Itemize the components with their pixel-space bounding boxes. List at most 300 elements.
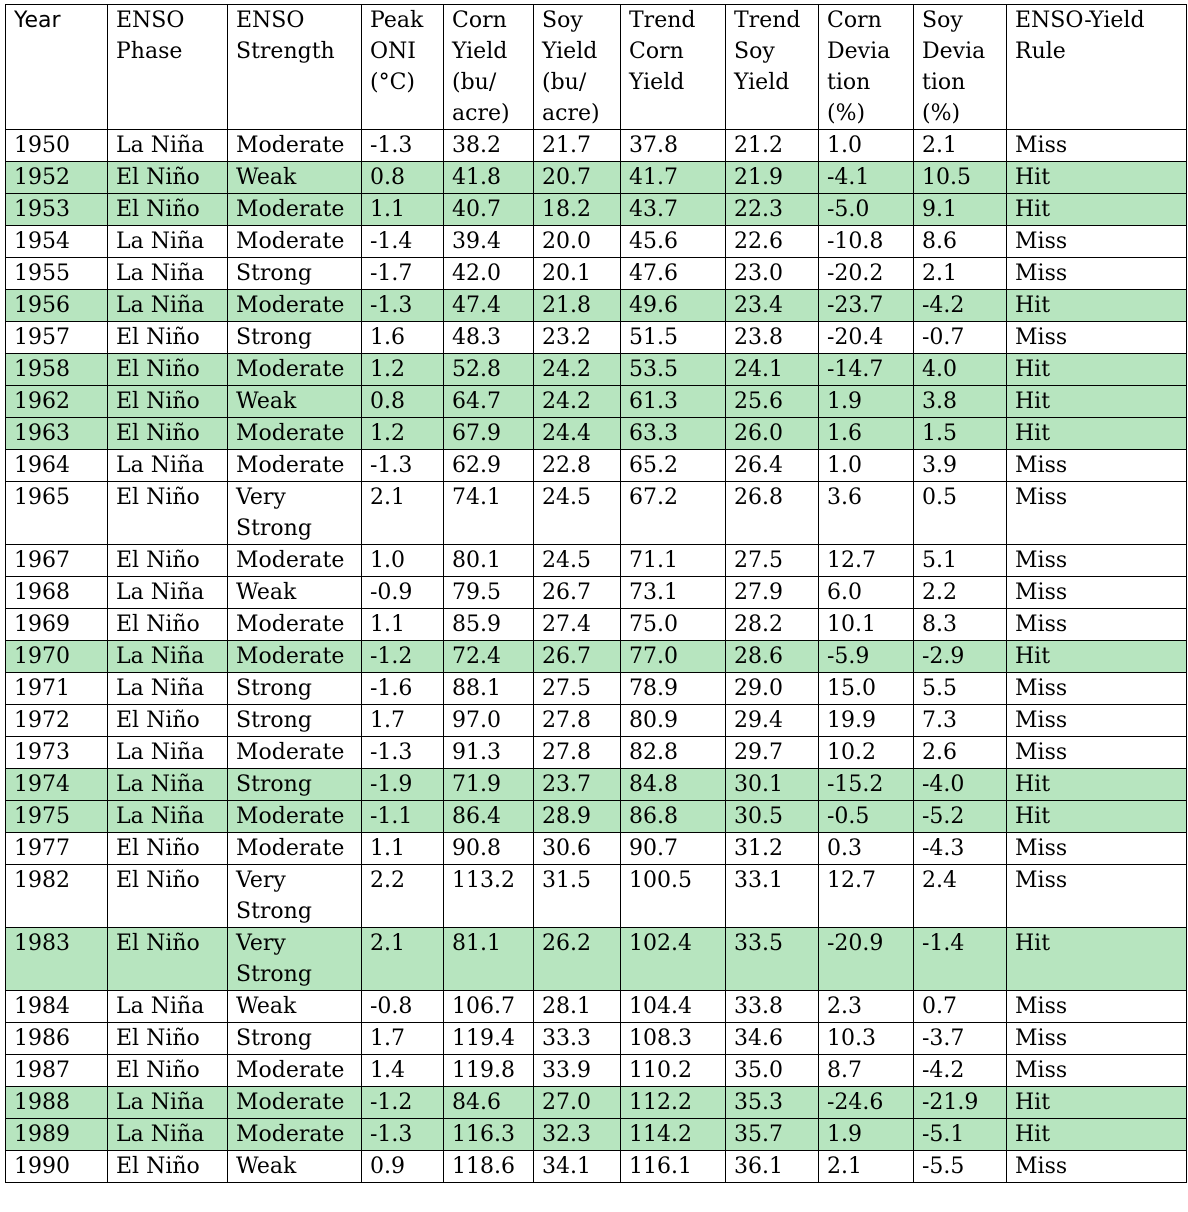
cell-trend-corn: 102.4 xyxy=(621,928,726,991)
column-header-line: Yield xyxy=(734,70,790,95)
column-header-line: Yield xyxy=(542,39,598,64)
cell-soy: 31.5 xyxy=(534,865,621,928)
cell-strength: Weak xyxy=(228,386,362,418)
cell-trend-corn: 65.2 xyxy=(621,450,726,482)
cell-phase: El Niño xyxy=(108,322,228,354)
cell-corn: 42.0 xyxy=(444,258,534,290)
cell-trend-corn: 67.2 xyxy=(621,482,726,545)
cell-corn-dev: -15.2 xyxy=(819,769,914,801)
cell-phase: El Niño xyxy=(108,1023,228,1055)
cell-oni: -0.9 xyxy=(362,577,444,609)
cell-rule: Hit xyxy=(1007,386,1187,418)
cell-oni: -1.3 xyxy=(362,290,444,322)
cell-strength: Moderate xyxy=(228,801,362,833)
cell-soy: 24.2 xyxy=(534,386,621,418)
cell-soy-dev: -1.4 xyxy=(914,928,1007,991)
cell-rule: Miss xyxy=(1007,450,1187,482)
cell-trend-soy: 36.1 xyxy=(726,1151,819,1183)
cell-phase: El Niño xyxy=(108,354,228,386)
column-header-phase xyxy=(108,5,228,130)
cell-rule: Miss xyxy=(1007,991,1187,1023)
cell-corn-dev: 1.9 xyxy=(819,1119,914,1151)
cell-soy-dev: 2.2 xyxy=(914,577,1007,609)
cell-phase: El Niño xyxy=(108,865,228,928)
cell-strength: Moderate xyxy=(228,450,362,482)
column-header-line: Corn xyxy=(629,39,684,64)
cell-oni: 1.2 xyxy=(362,354,444,386)
cell-phase: El Niño xyxy=(108,833,228,865)
cell-soy-dev: -4.3 xyxy=(914,833,1007,865)
cell-trend-soy: 30.1 xyxy=(726,769,819,801)
cell-trend-soy: 21.9 xyxy=(726,162,819,194)
cell-trend-soy: 30.5 xyxy=(726,801,819,833)
table-row xyxy=(6,130,1187,162)
cell-year: 1990 xyxy=(6,1151,108,1183)
table-row xyxy=(6,801,1187,833)
cell-corn-dev: 1.0 xyxy=(819,450,914,482)
cell-oni: 0.8 xyxy=(362,386,444,418)
cell-soy: 30.6 xyxy=(534,833,621,865)
cell-strength: Moderate xyxy=(228,130,362,162)
cell-trend-corn: 104.4 xyxy=(621,991,726,1023)
cell-corn: 40.7 xyxy=(444,194,534,226)
cell-corn-dev: 6.0 xyxy=(819,577,914,609)
table-row xyxy=(6,1023,1187,1055)
table-row xyxy=(6,1119,1187,1151)
cell-strength: Moderate xyxy=(228,290,362,322)
cell-phase: La Niña xyxy=(108,258,228,290)
cell-oni: 2.1 xyxy=(362,482,444,545)
cell-trend-soy: 26.4 xyxy=(726,450,819,482)
cell-oni: -1.3 xyxy=(362,1119,444,1151)
table-row xyxy=(6,609,1187,641)
cell-phase: La Niña xyxy=(108,737,228,769)
cell-oni: -1.1 xyxy=(362,801,444,833)
cell-phase: La Niña xyxy=(108,801,228,833)
cell-soy: 27.5 xyxy=(534,673,621,705)
column-header-year xyxy=(6,5,108,130)
cell-year: 1962 xyxy=(6,386,108,418)
cell-strength: Strong xyxy=(228,258,362,290)
table-row xyxy=(6,450,1187,482)
cell-oni: 1.0 xyxy=(362,545,444,577)
table-row xyxy=(6,162,1187,194)
cell-soy-dev: 5.1 xyxy=(914,545,1007,577)
cell-soy-dev: -4.2 xyxy=(914,290,1007,322)
cell-phase: La Niña xyxy=(108,769,228,801)
cell-trend-soy: 26.0 xyxy=(726,418,819,450)
cell-strength: Strong xyxy=(228,673,362,705)
cell-strength: Moderate xyxy=(228,609,362,641)
cell-strength: Strong xyxy=(228,705,362,737)
cell-trend-corn: 71.1 xyxy=(621,545,726,577)
cell-year: 1987 xyxy=(6,1055,108,1087)
cell-corn-dev: 1.9 xyxy=(819,386,914,418)
cell-soy-dev: 2.1 xyxy=(914,258,1007,290)
cell-phase: La Niña xyxy=(108,290,228,322)
cell-soy: 20.1 xyxy=(534,258,621,290)
cell-corn: 88.1 xyxy=(444,673,534,705)
cell-rule: Hit xyxy=(1007,194,1187,226)
cell-phase: El Niño xyxy=(108,545,228,577)
cell-oni: 0.8 xyxy=(362,162,444,194)
cell-phase: El Niño xyxy=(108,609,228,641)
cell-year: 1955 xyxy=(6,258,108,290)
cell-rule: Hit xyxy=(1007,801,1187,833)
cell-corn-dev: 19.9 xyxy=(819,705,914,737)
cell-oni: -1.2 xyxy=(362,641,444,673)
cell-corn: 47.4 xyxy=(444,290,534,322)
cell-phase: El Niño xyxy=(108,418,228,450)
table-row xyxy=(6,928,1187,991)
column-header-line: Soy xyxy=(922,8,963,33)
cell-soy-dev: 3.8 xyxy=(914,386,1007,418)
cell-corn-dev: -14.7 xyxy=(819,354,914,386)
cell-rule: Hit xyxy=(1007,1119,1187,1151)
column-header-line: Devia xyxy=(922,39,986,64)
cell-phase: La Niña xyxy=(108,1087,228,1119)
enso-yield-table xyxy=(5,4,1187,1183)
cell-soy-dev: -5.2 xyxy=(914,801,1007,833)
cell-trend-corn: 43.7 xyxy=(621,194,726,226)
cell-corn-dev: -5.0 xyxy=(819,194,914,226)
cell-oni: 0.9 xyxy=(362,1151,444,1183)
cell-soy-dev: -21.9 xyxy=(914,1087,1007,1119)
cell-trend-corn: 108.3 xyxy=(621,1023,726,1055)
cell-soy: 34.1 xyxy=(534,1151,621,1183)
cell-corn: 113.2 xyxy=(444,865,534,928)
table-row xyxy=(6,482,1187,545)
cell-year: 1970 xyxy=(6,641,108,673)
cell-soy-dev: 8.3 xyxy=(914,609,1007,641)
table-row xyxy=(6,545,1187,577)
cell-trend-corn: 49.6 xyxy=(621,290,726,322)
cell-trend-soy: 29.4 xyxy=(726,705,819,737)
cell-oni: -1.9 xyxy=(362,769,444,801)
cell-rule: Miss xyxy=(1007,322,1187,354)
cell-soy-dev: -4.0 xyxy=(914,769,1007,801)
cell-trend-soy: 29.7 xyxy=(726,737,819,769)
table-row xyxy=(6,641,1187,673)
cell-trend-corn: 100.5 xyxy=(621,865,726,928)
cell-trend-soy: 31.2 xyxy=(726,833,819,865)
cell-oni: 1.7 xyxy=(362,1023,444,1055)
column-header-line: tion xyxy=(827,70,871,95)
cell-rule: Miss xyxy=(1007,673,1187,705)
cell-corn: 41.8 xyxy=(444,162,534,194)
cell-year: 1968 xyxy=(6,577,108,609)
cell-corn-dev: 2.1 xyxy=(819,1151,914,1183)
cell-corn-dev: 12.7 xyxy=(819,545,914,577)
column-header-line: (bu/ xyxy=(452,70,497,95)
cell-corn-dev: 10.2 xyxy=(819,737,914,769)
cell-strength: Moderate xyxy=(228,1119,362,1151)
cell-trend-soy: 23.0 xyxy=(726,258,819,290)
cell-trend-soy: 33.1 xyxy=(726,865,819,928)
cell-corn-dev: -20.4 xyxy=(819,322,914,354)
cell-corn-dev: 12.7 xyxy=(819,865,914,928)
cell-oni: 1.1 xyxy=(362,833,444,865)
table-row xyxy=(6,1087,1187,1119)
cell-corn: 71.9 xyxy=(444,769,534,801)
column-header-line: (bu/ xyxy=(542,70,587,95)
cell-rule: Miss xyxy=(1007,737,1187,769)
column-header-line: tion xyxy=(922,70,966,95)
table-row xyxy=(6,290,1187,322)
cell-corn-dev: 10.3 xyxy=(819,1023,914,1055)
cell-strength: Weak xyxy=(228,1151,362,1183)
column-header-line: Rule xyxy=(1015,39,1066,64)
cell-phase: El Niño xyxy=(108,705,228,737)
cell-oni: 1.1 xyxy=(362,194,444,226)
cell-year: 1963 xyxy=(6,418,108,450)
cell-phase: La Niña xyxy=(108,226,228,258)
column-header-trend-soy xyxy=(726,5,819,130)
cell-rule: Miss xyxy=(1007,833,1187,865)
table-row xyxy=(6,833,1187,865)
cell-soy: 26.2 xyxy=(534,928,621,991)
cell-soy: 24.4 xyxy=(534,418,621,450)
cell-strength: Moderate xyxy=(228,1087,362,1119)
cell-corn: 119.4 xyxy=(444,1023,534,1055)
cell-trend-soy: 28.2 xyxy=(726,609,819,641)
cell-trend-corn: 78.9 xyxy=(621,673,726,705)
cell-corn-dev: -20.2 xyxy=(819,258,914,290)
table-row xyxy=(6,354,1187,386)
cell-year: 1989 xyxy=(6,1119,108,1151)
cell-strength: Moderate xyxy=(228,226,362,258)
cell-oni: -0.8 xyxy=(362,991,444,1023)
cell-oni: -1.2 xyxy=(362,1087,444,1119)
cell-strength: Moderate xyxy=(228,737,362,769)
cell-soy: 27.8 xyxy=(534,705,621,737)
cell-corn-dev: 1.6 xyxy=(819,418,914,450)
table-row xyxy=(6,705,1187,737)
cell-rule: Miss xyxy=(1007,545,1187,577)
cell-trend-corn: 84.8 xyxy=(621,769,726,801)
table-row xyxy=(6,1151,1187,1183)
cell-phase: El Niño xyxy=(108,482,228,545)
cell-soy-dev: 2.6 xyxy=(914,737,1007,769)
cell-soy-dev: -2.9 xyxy=(914,641,1007,673)
cell-trend-corn: 82.8 xyxy=(621,737,726,769)
cell-oni: -1.3 xyxy=(362,130,444,162)
cell-phase: El Niño xyxy=(108,386,228,418)
cell-trend-soy: 23.8 xyxy=(726,322,819,354)
cell-strength: Moderate xyxy=(228,545,362,577)
cell-phase: La Niña xyxy=(108,130,228,162)
column-header-line: Trend xyxy=(734,8,801,33)
cell-corn: 62.9 xyxy=(444,450,534,482)
cell-corn: 67.9 xyxy=(444,418,534,450)
cell-rule: Miss xyxy=(1007,865,1187,928)
cell-trend-corn: 63.3 xyxy=(621,418,726,450)
cell-corn: 119.8 xyxy=(444,1055,534,1087)
cell-oni: 1.6 xyxy=(362,322,444,354)
table-row xyxy=(6,226,1187,258)
cell-strength: Moderate xyxy=(228,418,362,450)
cell-trend-corn: 51.5 xyxy=(621,322,726,354)
cell-strength: Strong xyxy=(228,322,362,354)
cell-oni: 2.1 xyxy=(362,928,444,991)
cell-soy: 20.7 xyxy=(534,162,621,194)
cell-soy-dev: 8.6 xyxy=(914,226,1007,258)
cell-corn-dev: -23.7 xyxy=(819,290,914,322)
cell-soy-dev: 0.7 xyxy=(914,991,1007,1023)
cell-trend-soy: 27.9 xyxy=(726,577,819,609)
cell-trend-soy: 28.6 xyxy=(726,641,819,673)
cell-phase: La Niña xyxy=(108,450,228,482)
cell-soy-dev: -5.5 xyxy=(914,1151,1007,1183)
column-header-line: Soy xyxy=(542,8,583,33)
cell-trend-corn: 112.2 xyxy=(621,1087,726,1119)
cell-year: 1952 xyxy=(6,162,108,194)
cell-corn: 72.4 xyxy=(444,641,534,673)
cell-year: 1950 xyxy=(6,130,108,162)
cell-year: 1983 xyxy=(6,928,108,991)
cell-strength: Moderate xyxy=(228,641,362,673)
header-row xyxy=(6,5,1187,130)
column-header-rule xyxy=(1007,5,1187,130)
column-header-line: Phase xyxy=(116,39,183,64)
cell-soy: 27.0 xyxy=(534,1087,621,1119)
cell-soy: 27.4 xyxy=(534,609,621,641)
column-header-line: ENSO xyxy=(116,8,185,33)
cell-soy: 33.3 xyxy=(534,1023,621,1055)
cell-year: 1975 xyxy=(6,801,108,833)
column-header-line: (°C) xyxy=(370,70,415,95)
table-row xyxy=(6,322,1187,354)
table-row xyxy=(6,737,1187,769)
cell-soy: 22.8 xyxy=(534,450,621,482)
cell-year: 1984 xyxy=(6,991,108,1023)
cell-rule: Hit xyxy=(1007,354,1187,386)
cell-year: 1973 xyxy=(6,737,108,769)
cell-oni: -1.6 xyxy=(362,673,444,705)
column-header-trend-corn xyxy=(621,5,726,130)
table-row xyxy=(6,258,1187,290)
cell-strength: Moderate xyxy=(228,194,362,226)
cell-trend-corn: 73.1 xyxy=(621,577,726,609)
column-header-line: ONI xyxy=(370,39,416,64)
cell-rule: Miss xyxy=(1007,1023,1187,1055)
cell-year: 1953 xyxy=(6,194,108,226)
cell-year: 1967 xyxy=(6,545,108,577)
cell-corn-dev: 2.3 xyxy=(819,991,914,1023)
cell-soy: 28.9 xyxy=(534,801,621,833)
cell-soy-dev: 2.1 xyxy=(914,130,1007,162)
cell-phase: El Niño xyxy=(108,1055,228,1087)
cell-corn-dev: 3.6 xyxy=(819,482,914,545)
table-row xyxy=(6,991,1187,1023)
column-header-corn xyxy=(444,5,534,130)
cell-soy: 23.2 xyxy=(534,322,621,354)
cell-corn-dev: -5.9 xyxy=(819,641,914,673)
cell-soy: 27.8 xyxy=(534,737,621,769)
cell-soy-dev: 1.5 xyxy=(914,418,1007,450)
table-row xyxy=(6,418,1187,450)
cell-year: 1954 xyxy=(6,226,108,258)
cell-year: 1958 xyxy=(6,354,108,386)
cell-corn: 90.8 xyxy=(444,833,534,865)
column-header-line: Trend xyxy=(629,8,696,33)
cell-trend-soy: 22.6 xyxy=(726,226,819,258)
table-row xyxy=(6,865,1187,928)
cell-soy-dev: -0.7 xyxy=(914,322,1007,354)
cell-strength: Weak xyxy=(228,577,362,609)
cell-soy-dev: 5.5 xyxy=(914,673,1007,705)
cell-trend-corn: 86.8 xyxy=(621,801,726,833)
cell-oni: 1.1 xyxy=(362,609,444,641)
cell-oni: 1.2 xyxy=(362,418,444,450)
cell-trend-soy: 34.6 xyxy=(726,1023,819,1055)
table-row xyxy=(6,769,1187,801)
column-header-line: Year xyxy=(14,8,61,33)
cell-strength: Moderate xyxy=(228,1055,362,1087)
cell-trend-soy: 29.0 xyxy=(726,673,819,705)
cell-corn: 81.1 xyxy=(444,928,534,991)
cell-corn-dev: -20.9 xyxy=(819,928,914,991)
cell-year: 1956 xyxy=(6,290,108,322)
cell-soy-dev: 0.5 xyxy=(914,482,1007,545)
cell-rule: Hit xyxy=(1007,1087,1187,1119)
cell-rule: Hit xyxy=(1007,418,1187,450)
cell-corn-dev: 0.3 xyxy=(819,833,914,865)
cell-year: 1965 xyxy=(6,482,108,545)
cell-rule: Miss xyxy=(1007,130,1187,162)
cell-corn: 74.1 xyxy=(444,482,534,545)
table-body xyxy=(6,130,1187,1183)
cell-soy: 20.0 xyxy=(534,226,621,258)
cell-phase: La Niña xyxy=(108,991,228,1023)
cell-corn-dev: -10.8 xyxy=(819,226,914,258)
cell-soy: 24.5 xyxy=(534,545,621,577)
cell-trend-corn: 45.6 xyxy=(621,226,726,258)
column-header-line: acre) xyxy=(542,101,600,126)
column-header-line: Soy xyxy=(734,39,775,64)
cell-soy: 26.7 xyxy=(534,641,621,673)
cell-year: 1957 xyxy=(6,322,108,354)
cell-soy: 32.3 xyxy=(534,1119,621,1151)
cell-soy-dev: -3.7 xyxy=(914,1023,1007,1055)
cell-soy-dev: 7.3 xyxy=(914,705,1007,737)
cell-trend-soy: 27.5 xyxy=(726,545,819,577)
cell-phase: La Niña xyxy=(108,1119,228,1151)
cell-year: 1971 xyxy=(6,673,108,705)
cell-soy: 24.2 xyxy=(534,354,621,386)
cell-phase: La Niña xyxy=(108,641,228,673)
cell-phase: El Niño xyxy=(108,1151,228,1183)
cell-corn: 85.9 xyxy=(444,609,534,641)
column-header-line: (%) xyxy=(827,101,866,126)
cell-strength: Moderate xyxy=(228,354,362,386)
cell-strength: Moderate xyxy=(228,833,362,865)
cell-trend-soy: 25.6 xyxy=(726,386,819,418)
cell-oni: -1.3 xyxy=(362,737,444,769)
cell-corn-dev: 15.0 xyxy=(819,673,914,705)
cell-year: 1977 xyxy=(6,833,108,865)
cell-year: 1964 xyxy=(6,450,108,482)
column-header-line: Devia xyxy=(827,39,891,64)
cell-corn: 39.4 xyxy=(444,226,534,258)
cell-trend-corn: 47.6 xyxy=(621,258,726,290)
cell-strength: Weak xyxy=(228,162,362,194)
cell-trend-corn: 53.5 xyxy=(621,354,726,386)
cell-year: 1988 xyxy=(6,1087,108,1119)
cell-soy-dev: 10.5 xyxy=(914,162,1007,194)
cell-strength: Weak xyxy=(228,991,362,1023)
cell-trend-corn: 80.9 xyxy=(621,705,726,737)
